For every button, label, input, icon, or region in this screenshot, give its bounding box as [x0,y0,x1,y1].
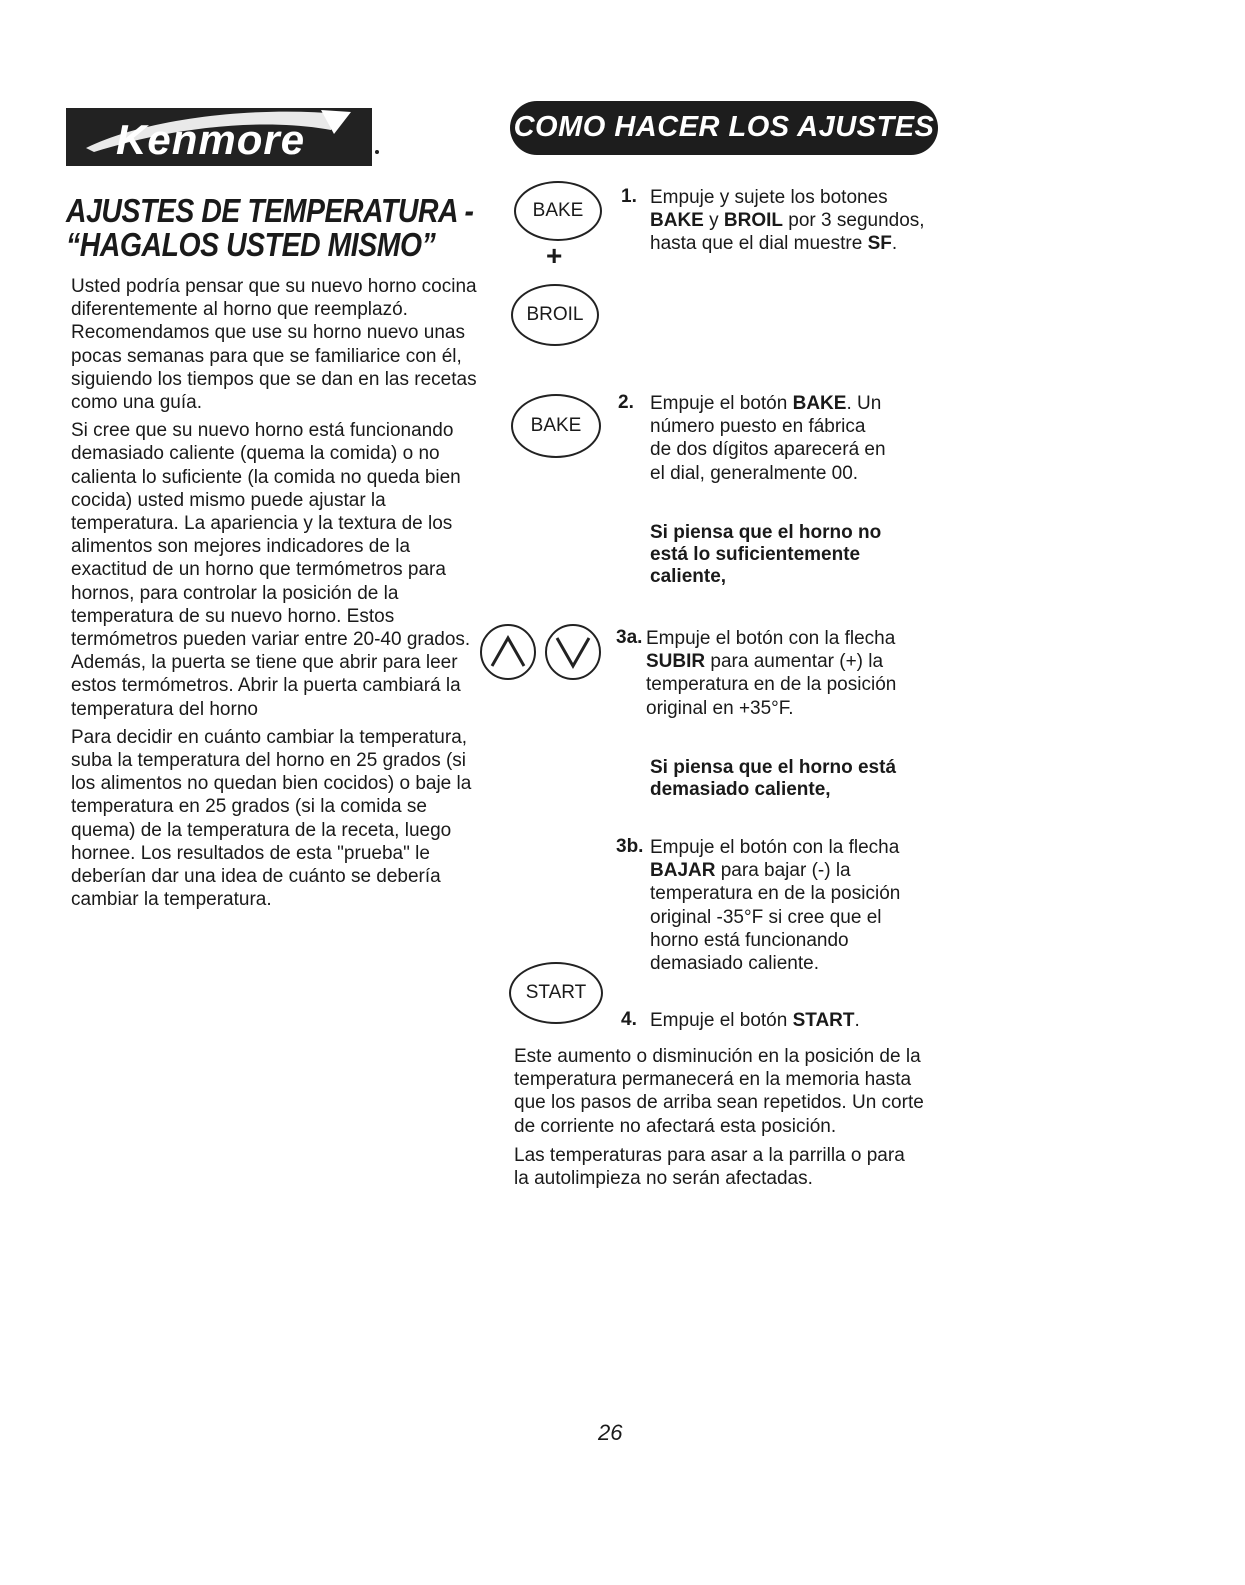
arrow-buttons-icon [478,622,608,682]
closing-paragraph: Este aumento o disminución en la posición de la temperatura permanecerá en la memoria hasta que los pasos de arriba sean repetidos. Un corte de corriente no afectará esta posición. [514,1046,924,1137]
step-3b-number: 3b. [616,836,644,857]
logo-wordmark: Kenmore [116,116,306,163]
step-text-part: Empuje y sujete los botones [650,187,888,208]
intro-paragraph: Para decidir en cuánto cambiar la temperatura, suba la temperatura del horno en 25 grados (si los alimentos no quedan bien cocidos) o baje la temperatura en 25 grados (si la comida se quema) de la temperatura de la receta, luego hornee. Los resultados de esta "prueba" le deberían dar una idea de cuánto se debería cambiar la temperatura. [71,726,472,911]
page-title: AJUSTES DE TEMPERATURA - “HAGALOS USTED MISMO” [66,192,474,263]
step-1-text [650,186,930,256]
banner-label: COMO HACER LOS AJUSTES [513,111,935,143]
intro-text [71,275,481,916]
step-bold: START [792,1010,855,1031]
section-banner [510,101,938,155]
bake-label: BAKE [532,200,584,221]
start-button-icon [509,962,603,1024]
step-bold: BAKE [792,393,847,414]
step-1-number: 1. [621,186,637,207]
step-3a-number: 3a. [616,627,643,648]
closing-text [514,1045,924,1196]
step-text-part: para aumentar (+) la temperatura en de la posición original en +35°F. [646,651,897,719]
bake-button-icon [511,394,601,458]
warning-too-cold: Si piensa que el horno no está lo suficientemente caliente, [650,522,882,587]
step-text-part: Empuje el botón con la flecha [646,628,896,649]
step-text-part: Empuje el botón [650,1010,793,1031]
step-bold: BROIL [723,210,784,232]
kenmore-logo [66,108,372,166]
step-text-part: Empuje el botón con la flecha [650,837,900,858]
logo-trademark-dot [375,150,379,154]
step-2-number: 2. [618,392,634,413]
step-text-part: por 3 segundos, hasta que el dial muestre [650,210,925,255]
bake-label: BAKE [530,415,582,436]
warning-too-hot: Si piensa que el horno está demasiado caliente, [650,757,897,800]
step-text-part: . [891,233,898,255]
step-3b-text [650,836,914,975]
start-label: START [525,982,587,1003]
intro-paragraph: Usted podría pensar que su nuevo horno cocina diferentemente al horno que reemplazó. Recomendamos que use su horno nuevo unas pocas semanas para que se familiarice con él, siguiendo los tiempos que se dan en las recetas como una guía. [71,276,477,414]
step-text-part: y [703,210,724,232]
step-bold: BAJAR [650,860,716,882]
step-bold: SUBIR [646,651,706,673]
closing-paragraph: Las temperaturas para asar a la parrilla o para la autolimpieza no serán afectadas. [514,1144,905,1190]
step-text-part: para bajar (-) la temperatura en de la posición original -35°F si cree que el horno está funcionando demasiado caliente. [650,860,901,975]
page-number: 26 [598,1420,623,1445]
broil-label: BROIL [526,304,584,325]
broil-button-icon [511,284,599,346]
step-2-text [650,392,890,485]
step-4-text [650,1009,910,1032]
step-text-part: Empuje el botón [650,393,793,414]
step-4-number: 4. [621,1009,637,1030]
step-bold: BAKE [650,210,704,232]
step-text-part: . [854,1010,860,1031]
intro-paragraph: Si cree que su nuevo horno está funcionando demasiado caliente (quema la comida) o no calienta lo suficiente (la comida no queda bien cocida) usted mismo puede ajustar la temperatura. La apariencia y la textura de los alimentos son mejores indicadores de la exactitud de un horno que termómetros para hornos, para controlar la posición de la temperatura de su nuevo horno. Estos termómetros pueden variar entre 20-40 grados. Además, la puerta se tiene que abrir para leer estos termómetros. Abrir la puerta cambiará la temperatura del horno [71,420,471,720]
plus-icon: + [546,240,563,271]
step-text-part: . Un número puesto en fábrica de dos dígitos aparecerá en el dial, generalmente 00. [650,393,886,484]
bake-button-icon [514,181,602,241]
step-3a-text [646,627,916,720]
step-bold: SF [867,233,892,255]
